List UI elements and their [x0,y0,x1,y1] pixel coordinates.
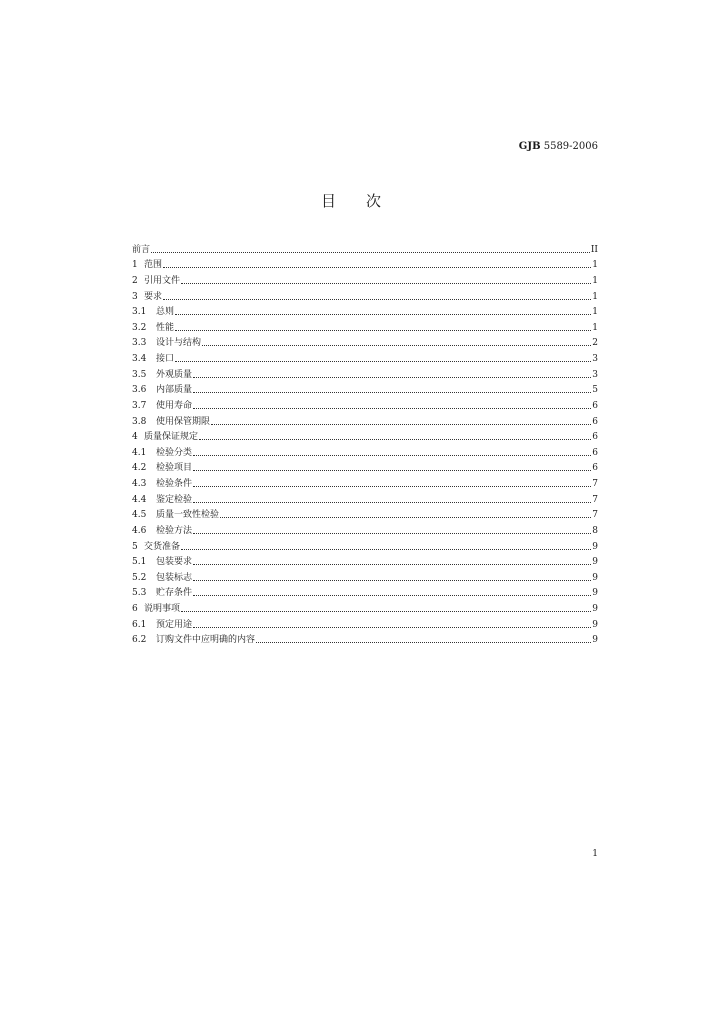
toc-entry-page: 2 [592,338,598,349]
toc-leader-dots [193,470,591,471]
toc-entry-title: 贮存条件 [156,588,193,599]
toc-entry[interactable] [132,303,598,319]
page-number: 1 [592,849,598,859]
toc-entry-page: 7 [592,479,598,489]
toc-entry-page: 1 [592,275,598,286]
toc-entry-page: 6 [592,463,598,474]
toc-entry-number: 3.7 [132,400,147,411]
toc-leader-dots [193,533,591,534]
toc-entry-page: 7 [592,494,598,505]
toc-entry-number: 3 [132,291,138,302]
toc-leader-dots [256,642,591,643]
toc-entry-title: 前言 [132,244,151,255]
toc-entry-number: 1 [132,260,138,271]
toc-entry-number: 3.8 [132,416,147,427]
toc-entry-number: 6 [132,604,138,614]
toc-leader-dots [181,549,591,550]
toc-entry-number: 6.2 [132,635,147,646]
toc-leader-dots [193,595,591,596]
toc-entry-title: 预定用途 [156,619,193,630]
toc-entry-page: 8 [592,525,598,536]
toc-entry-page: 9 [592,557,598,568]
toc-entry[interactable] [132,521,598,537]
toc-entry-title: 质量保证规定 [144,432,199,443]
toc-leader-dots [211,424,591,425]
toc-leader-dots [181,611,591,612]
toc-leader-dots [193,627,591,628]
toc-leader-dots [175,330,591,331]
toc-entry-title: 范围 [144,260,163,271]
toc-entry-title: 检验分类 [156,447,193,458]
toc-entry-number: 5 [132,541,138,552]
toc-entry-number: 6.1 [132,619,147,630]
toc-entry-number: 5.1 [132,557,147,568]
toc-entry-number: 3.2 [132,322,147,333]
toc-entry-number: 4 [132,432,138,443]
toc-leader-dots [199,439,591,440]
toc-entry[interactable] [132,412,598,428]
toc-leader-dots [193,392,591,393]
toc-entry[interactable] [132,381,598,397]
toc-entry-title: 要求 [144,291,163,302]
toc-entry[interactable] [132,615,598,631]
toc-entry-page: 7 [592,510,598,521]
toc-entry-title: 检验条件 [156,479,193,489]
toc-entry-number: 5.2 [132,572,147,583]
toc-entry[interactable] [132,568,598,584]
toc-entry-title: 说明事项 [144,604,181,614]
toc-entry-title: 引用文件 [144,275,181,286]
toc-entry-page: 9 [592,588,598,599]
toc-leader-dots [193,580,591,581]
toc-entry-title: 鉴定检验 [156,494,193,505]
toc-entry-page: 9 [592,635,598,646]
table-of-contents [132,240,598,646]
toc-leader-dots [163,299,591,300]
toc-entry[interactable] [132,240,598,256]
toc-leader-dots [193,377,591,378]
toc-entry-number: 3.6 [132,385,147,396]
toc-entry[interactable] [132,553,598,569]
toc-leader-dots [181,283,591,284]
toc-leader-dots [175,314,591,315]
toc-entry[interactable] [132,459,598,475]
toc-entry[interactable] [132,396,598,412]
document-standard-number [519,141,598,153]
toc-entry[interactable] [132,584,598,600]
toc-entry-title: 内部质量 [156,385,193,396]
toc-entry-title: 使用保管期限 [156,416,211,427]
toc-entry[interactable] [132,506,598,522]
toc-entry-number: 3.4 [132,354,147,364]
toc-entry-number: 2 [132,275,138,286]
toc-entry[interactable] [132,349,598,365]
toc-leader-dots [175,361,591,362]
toc-entry-title: 交货准备 [144,541,181,552]
toc-entry[interactable] [132,428,598,444]
toc-leader-dots [193,502,591,503]
toc-entry-title: 设计与结构 [156,338,202,349]
toc-entry[interactable] [132,365,598,381]
toc-entry-number: 3.5 [132,369,147,380]
toc-leader-dots [151,252,590,253]
toc-entry[interactable] [132,537,598,553]
toc-entry-title: 质量一致性检验 [156,510,220,521]
toc-entry[interactable] [132,490,598,506]
toc-entry-page: 3 [592,354,598,364]
toc-entry[interactable] [132,271,598,287]
toc-entry-page: II [590,244,598,255]
toc-entry[interactable] [132,443,598,459]
toc-entry-title: 检验项目 [156,463,193,474]
toc-entry-page: 9 [592,572,598,583]
toc-entry-page: 1 [592,307,598,318]
toc-entry-title: 使用寿命 [156,400,193,411]
toc-entry-page: 1 [592,322,598,333]
toc-entry[interactable] [132,599,598,615]
toc-entry-number: 4.2 [132,463,147,474]
toc-entry-number: 4.5 [132,510,147,521]
toc-entry[interactable] [132,334,598,350]
toc-entry-title: 检验方法 [156,525,193,536]
toc-leader-dots [193,564,591,565]
toc-entry-page: 1 [592,260,598,271]
toc-entry-page: 9 [592,619,598,630]
toc-leader-dots [193,455,591,456]
toc-entry-title: 外观质量 [156,369,193,380]
toc-entry-page: 6 [592,432,598,443]
toc-entry-page: 9 [592,541,598,552]
toc-leader-dots [163,267,591,268]
toc-entry-title: 订购文件中应明确的内容 [156,635,256,646]
standard-number: 5589-2006 [543,141,598,152]
toc-entry-number: 5.3 [132,588,147,599]
toc-entry-number: 3.1 [132,307,147,318]
toc-entry-number: 3.3 [132,338,147,349]
page-title: 目次 [320,192,411,210]
toc-entry-number: 4.4 [132,494,147,505]
toc-entry-title: 总则 [156,307,175,318]
toc-entry[interactable] [132,474,598,490]
toc-entry[interactable] [132,318,598,334]
toc-leader-dots [193,486,591,487]
toc-leader-dots [193,408,591,409]
toc-entry-number: 4.3 [132,479,147,489]
toc-entry[interactable] [132,256,598,272]
toc-entry-page: 6 [592,416,598,427]
toc-entry-title: 接口 [156,354,175,364]
toc-entry[interactable] [132,287,598,303]
toc-entry-page: 5 [592,385,598,396]
toc-leader-dots [220,517,591,518]
toc-entry-number: 4.6 [132,525,147,536]
toc-entry-page: 6 [592,447,598,458]
toc-entry-title: 性能 [156,322,175,333]
toc-entry[interactable] [132,631,598,647]
toc-entry-page: 1 [592,291,598,302]
toc-entry-title: 包装要求 [156,557,193,568]
toc-entry-page: 9 [592,604,598,614]
toc-leader-dots [202,345,591,346]
toc-entry-title: 包装标志 [156,572,193,583]
toc-entry-page: 3 [592,369,598,380]
toc-entry-number: 4.1 [132,447,147,458]
toc-entry-page: 6 [592,400,598,411]
standard-prefix: GJB [518,141,541,152]
